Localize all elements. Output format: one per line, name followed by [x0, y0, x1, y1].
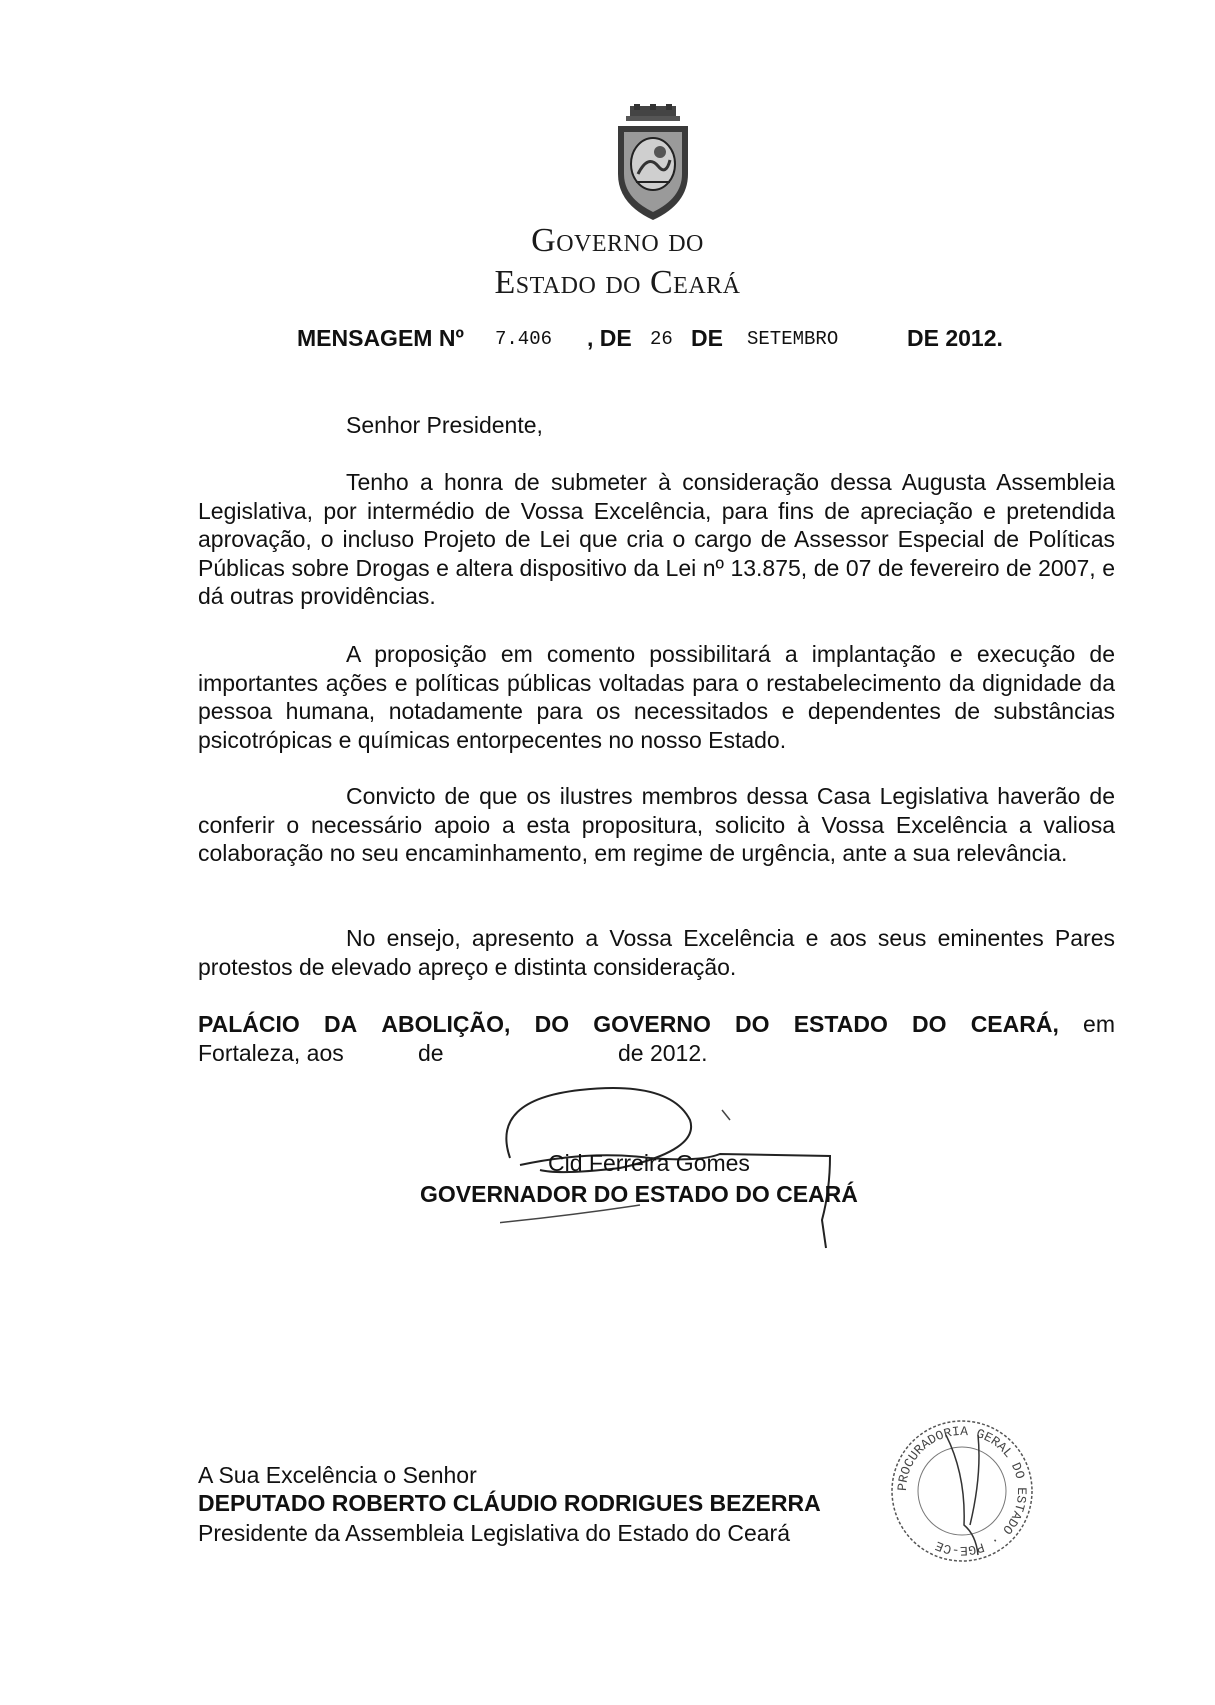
paragraph — [198, 782, 1115, 868]
paragraph — [198, 924, 1115, 981]
header-state-line: Estado do Ceará — [494, 264, 741, 301]
date-year: de 2012. — [618, 1039, 708, 1066]
place-and-date — [198, 1010, 1115, 1067]
message-label: MENSAGEM Nº — [297, 325, 464, 351]
message-month: SETEMBRO — [747, 328, 839, 350]
place-word: GOVERNO — [593, 1011, 711, 1037]
paragraph — [198, 468, 1115, 611]
paragraph-text: No ensejo, apresento a Vossa Excelência e aos seus eminentes Pares protestos de elevado apreço e distinta consideração. — [198, 925, 1115, 980]
message-day: 26 — [650, 328, 673, 350]
signatory-title: GOVERNADOR DO ESTADO DO CEARÁ — [420, 1181, 858, 1207]
date-line — [198, 1039, 1115, 1067]
date-de: de — [418, 1039, 444, 1066]
paragraph-text: Tenho a honra de submeter à consideração dessa Augusta Assembleia Legislativa, por intermédio de Vossa Excelência, para fins de apreciação e pretendida aprovação, o incluso Projeto de Lei que cria o cargo de Assessor Especial de Políticas Públicas sobre Drogas e altera dispositivo da Lei nº 13.875, de 07 de fevereiro de 2007, e dá outras providências. — [198, 469, 1115, 609]
addressee-title: Presidente da Assembleia Legislativa do Estado do Ceará — [198, 1520, 790, 1546]
addressee-name: DEPUTADO ROBERTO CLÁUDIO RODRIGUES BEZERRA — [198, 1490, 821, 1516]
paragraph — [198, 640, 1115, 754]
place-word: CEARÁ, — [970, 1011, 1059, 1037]
place-word: DO — [534, 1011, 570, 1037]
message-number: 7.406 — [495, 328, 553, 350]
message-year: DE 2012. — [907, 325, 1003, 351]
coat-of-arms-emblem — [608, 104, 698, 222]
header-government-line: Governo do — [531, 222, 704, 259]
place-word: ABOLIÇÃO, — [381, 1011, 511, 1037]
place-word: ESTADO — [793, 1011, 888, 1037]
place-word: PALÁCIO — [198, 1011, 300, 1037]
salutation: Senhor Presidente, — [346, 412, 543, 438]
place-line — [198, 1010, 1115, 1039]
place-word: DO — [912, 1011, 947, 1037]
procuradoria-stamp — [886, 1415, 1038, 1567]
paragraph-text: A proposição em comento possibilitará a implantação e execução de importantes ações e políticas públicas voltadas para o restabelecimento da dignidade da pessoa humana, notadamente para os necessitados e dependentes de substâncias psicotrópicas e químicas entorpecentes no nosso Estado. — [198, 641, 1115, 753]
message-de-label: , DE — [587, 325, 632, 351]
addressee-line-1: A Sua Excelência o Senhor — [198, 1462, 477, 1488]
message-de-label-2: DE — [691, 325, 723, 351]
place-word: DO — [735, 1011, 770, 1037]
date-city: Fortaleza, aos — [198, 1039, 344, 1066]
place-word: DA — [323, 1011, 358, 1037]
paragraph-text: Convicto de que os ilustres membros dessa Casa Legislativa haverão de conferir o necessário apoio a esta propositura, solicito à Vossa Excelência a valiosa colaboração no seu encaminhamento, em regime de urgência, ante a sua relevância. — [198, 783, 1115, 866]
stamp-text: PROCURADORIA GERAL DO ESTADO · PGE-CE — [894, 1423, 1030, 1559]
place-word: em — [1083, 1011, 1115, 1037]
signatory-name: Cid Ferreira Gomes — [548, 1150, 750, 1176]
